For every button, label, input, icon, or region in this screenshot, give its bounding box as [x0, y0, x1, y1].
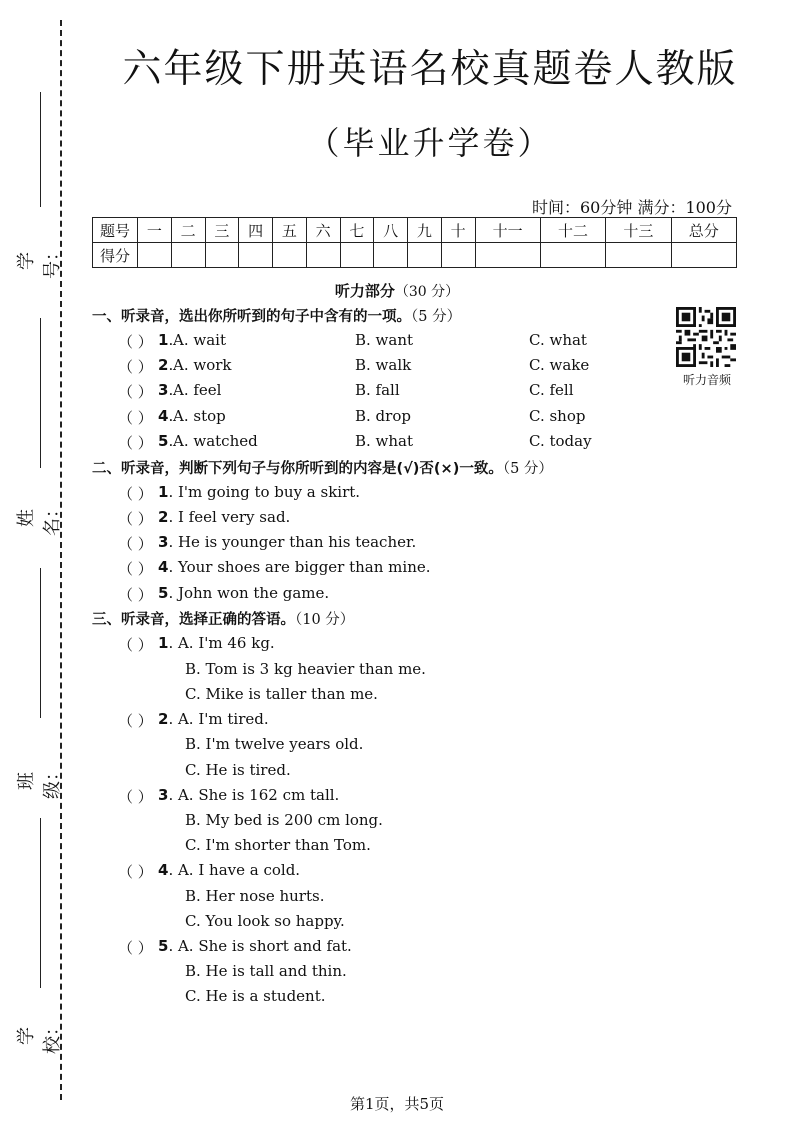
- option-a: . A. I'm 46 kg.: [168, 634, 275, 652]
- option-a: A. feel: [173, 381, 222, 399]
- question-number-text: 2: [158, 356, 169, 374]
- exam-meta: 时间：60分钟 满分：100分: [532, 198, 732, 217]
- statement-text: . He is younger than his teacher.: [168, 533, 417, 551]
- answer-blank[interactable]: （ ）: [118, 333, 153, 351]
- question-number: [158, 634, 275, 652]
- score-cell[interactable]: [306, 243, 340, 268]
- question-number-text: 4: [158, 558, 169, 576]
- part3-title: [92, 608, 354, 629]
- question-number: [158, 584, 329, 602]
- score-col: 二: [171, 218, 205, 243]
- part1-title: [92, 305, 461, 326]
- part3-title-text: 三、听录音，选择正确的答语。: [92, 612, 295, 628]
- option-a: . A. She is short and fat.: [168, 937, 352, 955]
- statement-text: . I'm going to buy a skirt.: [168, 483, 361, 501]
- student-id-label: 学号：: [16, 243, 63, 279]
- score-cell[interactable]: [441, 243, 475, 268]
- part2-title-text: 二、听录音，判断下列句子与你所听到的内容是(√)否(×)一致。: [92, 461, 503, 477]
- score-table-score-label: 得分: [93, 243, 138, 268]
- question-number-text: 3: [158, 533, 169, 551]
- answer-blank[interactable]: （ ）: [118, 788, 153, 806]
- answer-blank[interactable]: （ ）: [118, 712, 153, 730]
- name-label: 姓名：: [16, 500, 63, 536]
- statement-text: . John won the game.: [168, 584, 330, 602]
- class-label: 班级：: [16, 763, 63, 799]
- qr-code-icon[interactable]: [676, 307, 736, 367]
- question-number-text: 1: [158, 331, 169, 349]
- option-a: A. work: [173, 356, 232, 374]
- option-c: C. Mike is taller than me.: [185, 685, 378, 703]
- question-number-text: 5: [158, 584, 169, 602]
- score-col: 六: [306, 218, 340, 243]
- score-table-header-row: [93, 218, 737, 243]
- option-c: C. what: [529, 331, 587, 349]
- score-cell[interactable]: [475, 243, 540, 268]
- answer-blank[interactable]: （ ）: [118, 383, 153, 401]
- question-number: 3.: [158, 381, 174, 399]
- score-col: 八: [374, 218, 408, 243]
- statement-text: . I feel very sad.: [168, 508, 291, 526]
- question-number-text: 4: [158, 861, 169, 879]
- score-cell[interactable]: [374, 243, 408, 268]
- option-c: C. He is a student.: [185, 987, 326, 1005]
- question-number: [158, 861, 300, 879]
- answer-blank[interactable]: （ ）: [118, 560, 153, 578]
- score-cell[interactable]: [671, 243, 736, 268]
- score-cell[interactable]: [606, 243, 671, 268]
- part3-points: （10 分）: [295, 612, 355, 628]
- option-b: B. what: [355, 432, 414, 450]
- answer-blank[interactable]: （ ）: [118, 434, 153, 452]
- question-number: 5.: [158, 432, 174, 450]
- answer-blank[interactable]: （ ）: [118, 485, 153, 503]
- option-a: A. watched: [173, 432, 258, 450]
- question-number: 1.: [158, 331, 174, 349]
- option-c: C. fell: [529, 381, 574, 399]
- question-number-text: 4: [158, 407, 169, 425]
- option-c: C. He is tired.: [185, 761, 291, 779]
- question-number-text: 3: [158, 381, 169, 399]
- question-number-text: 5: [158, 432, 169, 450]
- question-number-text: 5: [158, 937, 169, 955]
- score-col: 总分: [671, 218, 736, 243]
- question-number-text: 1: [158, 634, 169, 652]
- answer-blank[interactable]: （ ）: [118, 358, 153, 376]
- name-line: [40, 318, 41, 468]
- question-number-text: 2: [158, 508, 169, 526]
- statement-text: . Your shoes are bigger than mine.: [168, 558, 431, 576]
- score-col: 九: [408, 218, 442, 243]
- option-b: B. fall: [355, 381, 400, 399]
- question-number-text: 1: [158, 483, 169, 501]
- score-col: 十一: [475, 218, 540, 243]
- score-col: 十二: [540, 218, 605, 243]
- option-a: . A. I have a cold.: [168, 861, 301, 879]
- question-number: [158, 786, 339, 804]
- option-a: A. stop: [173, 407, 226, 425]
- question-number: [158, 558, 431, 576]
- score-cell[interactable]: [408, 243, 442, 268]
- listening-heading-text: 听力部分: [334, 282, 395, 300]
- score-cell[interactable]: [540, 243, 605, 268]
- question-number: 4.: [158, 407, 174, 425]
- option-a: . A. I'm tired.: [168, 710, 269, 728]
- score-col: 三: [205, 218, 239, 243]
- score-col: 五: [273, 218, 307, 243]
- listening-points: （30 分）: [394, 284, 460, 300]
- qr-code-label: 听力音频: [682, 373, 731, 387]
- part1-points: （5 分）: [411, 309, 462, 325]
- school-line: [40, 818, 41, 988]
- option-a: . A. She is 162 cm tall.: [168, 786, 340, 804]
- score-table-score-row: [93, 243, 737, 268]
- answer-blank[interactable]: （ ）: [118, 939, 153, 957]
- option-b: B. drop: [355, 407, 411, 425]
- part2-points: （5 分）: [502, 461, 553, 477]
- question-number-text: 2: [158, 710, 169, 728]
- score-cell[interactable]: [273, 243, 307, 268]
- class-line: [40, 568, 41, 718]
- score-col: 一: [138, 218, 172, 243]
- question-number: [158, 508, 290, 526]
- score-table-header-label: 题号: [93, 218, 138, 243]
- score-cell[interactable]: [138, 243, 172, 268]
- option-c: C. shop: [529, 407, 586, 425]
- page-footer: 第1页，共5页: [349, 1095, 445, 1113]
- question-number-text: 3: [158, 786, 169, 804]
- binding-dashed-line: [60, 20, 62, 1100]
- option-c: C. today: [529, 432, 592, 450]
- listening-section-heading: [0, 280, 794, 301]
- answer-blank[interactable]: （ ）: [118, 863, 153, 881]
- question-number: [158, 710, 269, 728]
- option-b: B. Her nose hurts.: [185, 887, 325, 905]
- score-col: 七: [340, 218, 374, 243]
- question-number: [158, 533, 416, 551]
- score-cell[interactable]: [239, 243, 273, 268]
- option-b: B. I'm twelve years old.: [185, 735, 364, 753]
- answer-blank[interactable]: （ ）: [118, 535, 153, 553]
- option-c: C. You look so happy.: [185, 912, 345, 930]
- question-number: [158, 483, 360, 501]
- question-number: [158, 937, 352, 955]
- option-b: B. My bed is 200 cm long.: [185, 811, 383, 829]
- score-cell[interactable]: [340, 243, 374, 268]
- score-col: 十三: [606, 218, 671, 243]
- part2-title: [92, 457, 553, 478]
- page-title: 六年级下册英语名校真题卷人教版: [122, 47, 738, 92]
- option-c: C. wake: [529, 356, 590, 374]
- score-table: [92, 217, 737, 268]
- option-c: C. I'm shorter than Tom.: [185, 836, 371, 854]
- school-label: 学校：: [16, 1018, 63, 1054]
- part1-title-text: 一、听录音，选出你所听到的句子中含有的一项。: [92, 309, 411, 325]
- question-number: 2.: [158, 356, 174, 374]
- answer-blank[interactable]: （ ）: [118, 636, 153, 654]
- answer-blank[interactable]: （ ）: [118, 510, 153, 528]
- option-b: B. walk: [355, 356, 412, 374]
- score-col: 四: [239, 218, 273, 243]
- option-b: B. want: [355, 331, 414, 349]
- page-subtitle: （毕业升学卷）: [307, 124, 553, 162]
- score-cell[interactable]: [205, 243, 239, 268]
- option-b: B. Tom is 3 kg heavier than me.: [185, 660, 426, 678]
- score-col: 十: [441, 218, 475, 243]
- answer-blank[interactable]: （ ）: [118, 586, 153, 604]
- student-id-line: [40, 92, 41, 207]
- option-b: B. He is tall and thin.: [185, 962, 347, 980]
- score-cell[interactable]: [171, 243, 205, 268]
- answer-blank[interactable]: （ ）: [118, 409, 153, 427]
- option-a: A. wait: [173, 331, 226, 349]
